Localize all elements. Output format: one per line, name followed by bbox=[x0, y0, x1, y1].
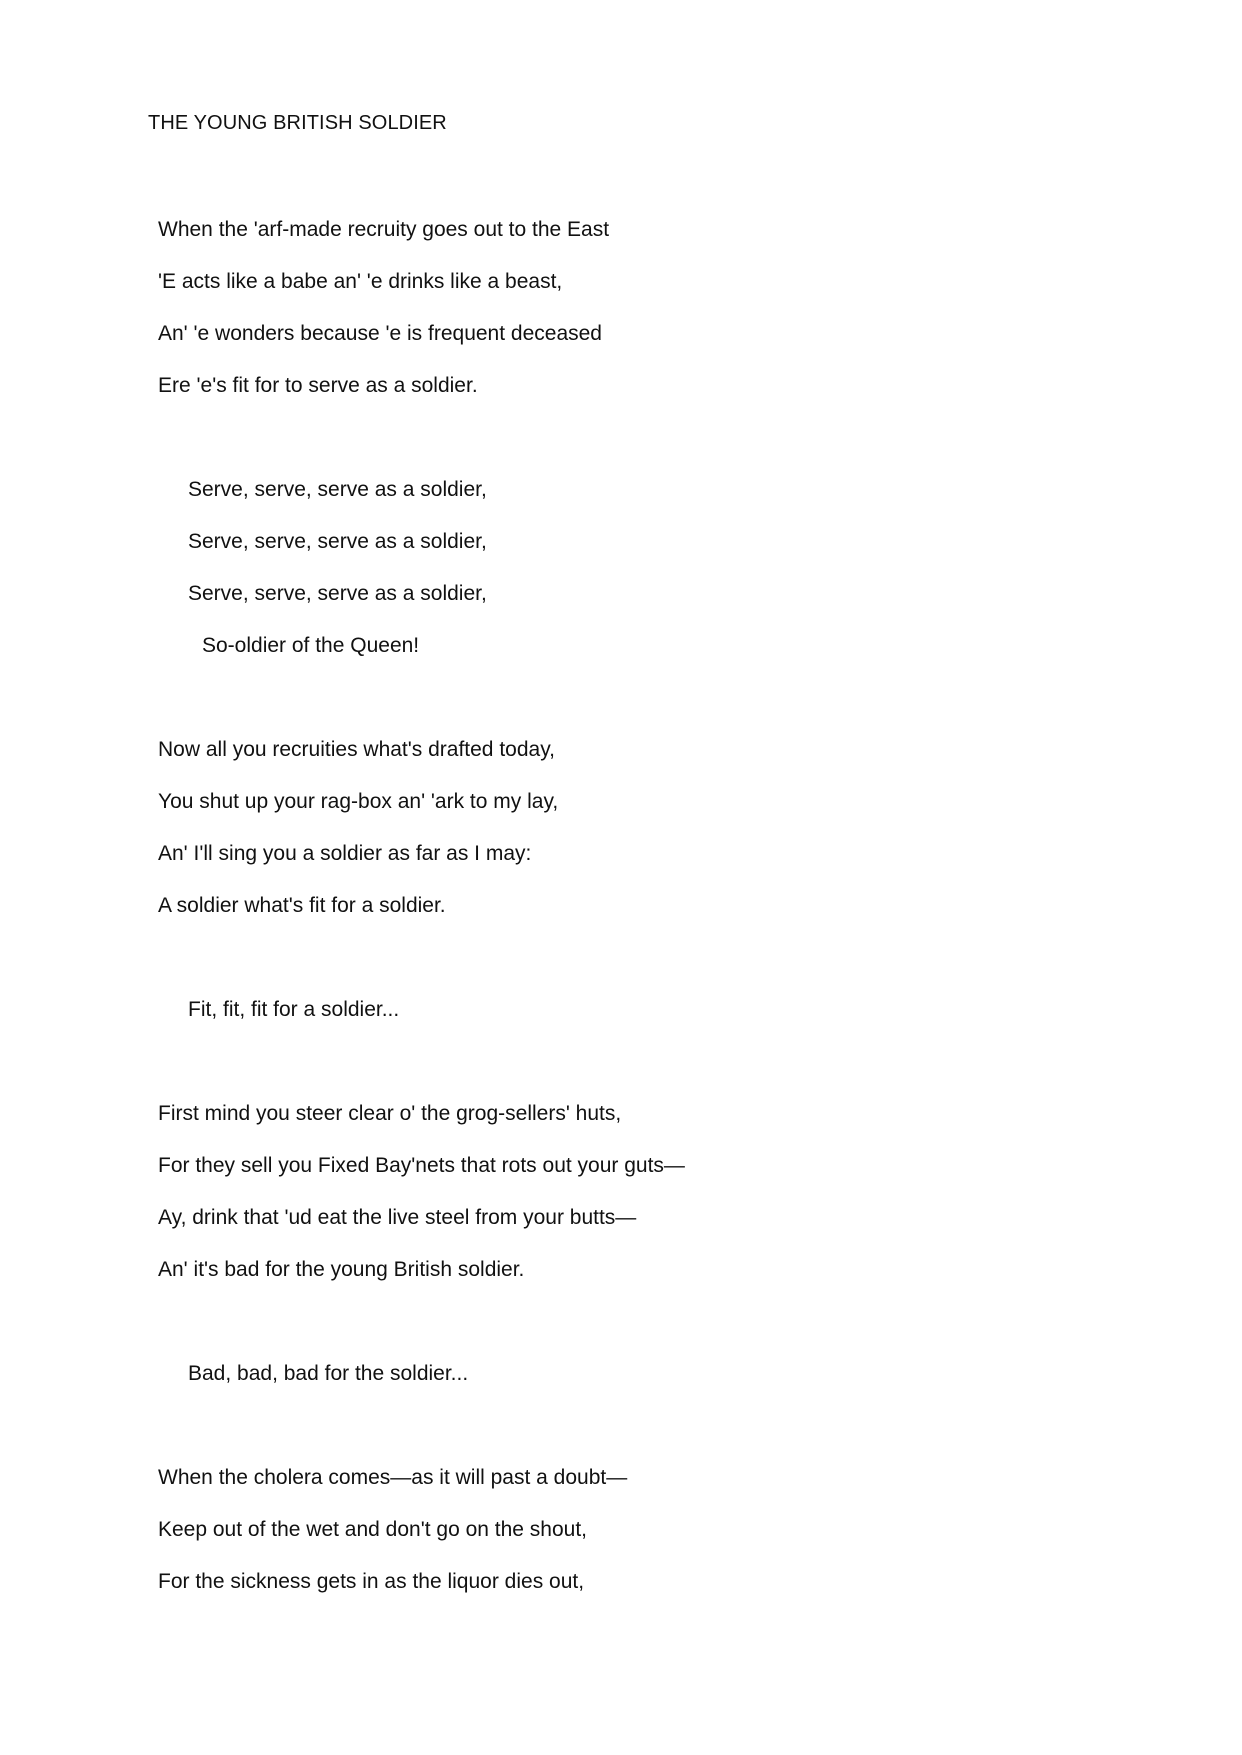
poem-line: When the cholera comes—as it will past a doubt— bbox=[158, 1466, 628, 1489]
poem-line: First mind you steer clear o' the grog-sellers' huts, bbox=[158, 1102, 622, 1125]
refrain-line: Bad, bad, bad for the soldier... bbox=[188, 1362, 469, 1385]
poem-line: An' 'e wonders because 'e is frequent deceased bbox=[158, 322, 602, 345]
chorus-line: Serve, serve, serve as a soldier, bbox=[188, 478, 487, 501]
poem-line: For the sickness gets in as the liquor dies out, bbox=[158, 1570, 585, 1593]
poem-line: When the 'arf-made recruity goes out to the East bbox=[158, 218, 610, 241]
poem-line: Keep out of the wet and don't go on the shout, bbox=[158, 1518, 588, 1541]
poem-line: An' I'll sing you a soldier as far as I may: bbox=[158, 842, 532, 865]
poem-line: A soldier what's fit for a soldier. bbox=[158, 894, 446, 917]
poem-line: Now all you recruities what's drafted today, bbox=[158, 738, 555, 761]
poem-line: An' it's bad for the young British soldier. bbox=[158, 1258, 525, 1281]
poem-title: THE YOUNG BRITISH SOLDIER bbox=[148, 112, 447, 134]
poem-line: 'E acts like a babe an' 'e drinks like a beast, bbox=[158, 270, 563, 293]
poem-line: You shut up your rag-box an' 'ark to my lay, bbox=[158, 790, 559, 813]
chorus-line: Serve, serve, serve as a soldier, bbox=[188, 582, 487, 605]
poem-line: Ere 'e's fit for to serve as a soldier. bbox=[158, 374, 478, 397]
poem-line: For they sell you Fixed Bay'nets that rots out your guts— bbox=[158, 1154, 685, 1177]
refrain-line: Fit, fit, fit for a soldier... bbox=[188, 998, 400, 1021]
chorus-line: Serve, serve, serve as a soldier, bbox=[188, 530, 487, 553]
poem-line: Ay, drink that 'ud eat the live steel from your butts— bbox=[158, 1206, 637, 1229]
chorus-line: So-oldier of the Queen! bbox=[202, 634, 420, 657]
